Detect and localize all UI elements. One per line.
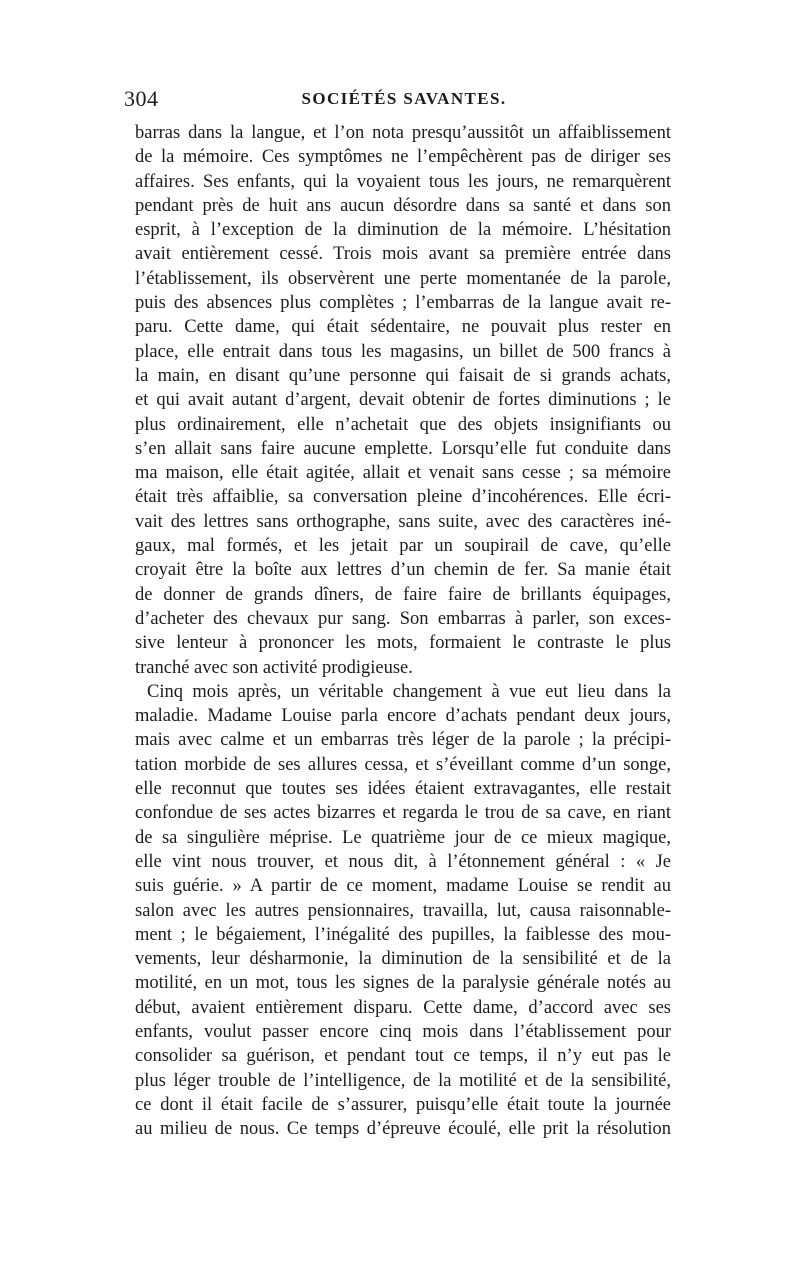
text-line: plus ordinairement, elle n’achetait que des objets insignifiants ou bbox=[135, 414, 671, 435]
text-line: puis des absences plus complètes ; l’embarras de la langue avait re- bbox=[135, 293, 671, 314]
text-line: barras dans la langue, et l’on nota presqu’aussitôt un affaiblissement bbox=[135, 123, 671, 143]
text-line: était très affaiblie, sa conversation pleine d’incohérences. Elle écri- bbox=[135, 487, 671, 508]
text-line: place, elle entrait dans tous les magasins, un billet de 500 francs à bbox=[135, 341, 671, 362]
text-line: s’en allait sans faire aucune emplette. Lorsqu’elle fut conduite dans bbox=[135, 438, 671, 459]
text-line: vait des lettres sans orthographe, sans suite, avec des caractères iné- bbox=[135, 511, 671, 532]
text-line: paru. Cette dame, qui était sédentaire, ne pouvait plus rester en bbox=[135, 317, 671, 338]
page-header bbox=[124, 86, 684, 116]
text-line: de sa singulière méprise. Le quatrième jour de ce mieux magique, bbox=[135, 827, 671, 848]
text-line: mais avec calme et un embarras très léger de la parole ; la précipi- bbox=[135, 730, 671, 751]
text-line: consolider sa guérison, et pendant tout ce temps, il n’y eut pas le bbox=[135, 1046, 671, 1067]
text-line: avait entièrement cessé. Trois mois avant sa première entrée dans bbox=[135, 244, 671, 265]
text-line: motilité, en un mot, tous les signes de la paralysie générale notés au bbox=[135, 973, 671, 994]
paragraph-start-line: Cinq mois après, un véritable changement à vue eut lieu dans la bbox=[147, 681, 671, 702]
text-line: l’établissement, ils observèrent une perte momentanée de la parole, bbox=[135, 268, 671, 289]
text-line: esprit, à l’exception de la diminution de la mémoire. L’hésitation bbox=[135, 220, 671, 241]
text-line: pendant près de huit ans aucun désordre dans sa santé et dans son bbox=[135, 195, 671, 216]
text-line: ment ; le bégaiement, l’inégalité des pupilles, la faiblesse des mou- bbox=[135, 924, 671, 945]
text-line: d’acheter des chevaux pur sang. Son embarras à parler, son exces- bbox=[135, 608, 671, 629]
text-line: suis guérie. » A partir de ce moment, madame Louise se rendit au bbox=[135, 876, 671, 897]
text-line: gaux, mal formés, et les jetait par un soupirail de cave, qu’elle bbox=[135, 536, 671, 557]
page-number: 304 bbox=[124, 86, 159, 111]
text-line: la main, en disant qu’une personne qui faisait de si grands achats, bbox=[135, 365, 671, 386]
text-line: croyait être la boîte aux lettres d’un chemin de fer. Sa manie était bbox=[135, 560, 671, 581]
paragraph-end-line: tranché avec son activité prodigieuse. bbox=[135, 657, 413, 678]
text-line: tation morbide de ses allures cessa, et s’éveillant comme d’un songe, bbox=[135, 754, 671, 775]
text-line: elle reconnut que toutes ses idées étaient extravagantes, elle restait bbox=[135, 779, 671, 800]
text-line: et qui avait autant d’argent, devait obtenir de fortes diminutions ; le bbox=[135, 390, 671, 411]
text-line: confondue de ses actes bizarres et regarda le trou de sa cave, en riant bbox=[135, 803, 671, 824]
text-line: elle vint nous trouver, et nous dit, à l’étonnement général : « Je bbox=[135, 851, 671, 872]
text-line: début, avaient entièrement disparu. Cette dame, d’accord avec ses bbox=[135, 997, 671, 1018]
text-line: de la mémoire. Ces symptômes ne l’empêchèrent pas de diriger ses bbox=[135, 147, 671, 168]
text-line: enfants, voulut passer encore cinq mois dans l’établissement pour bbox=[135, 1021, 671, 1042]
text-line: affaires. Ses enfants, qui la voyaient tous les jours, ne remarquèrent bbox=[135, 171, 671, 192]
text-line: salon avec les autres pensionnaires, travailla, lut, causa raisonnable- bbox=[135, 900, 671, 921]
text-line: au milieu de nous. Ce temps d’épreuve écoulé, elle prit la résolution bbox=[135, 1119, 671, 1140]
running-head: SOCIÉTÉS SAVANTES. bbox=[301, 89, 507, 108]
text-line: vements, leur désharmonie, la diminution de la sensibilité et de la bbox=[135, 949, 671, 970]
text-line: sive lenteur à prononcer les mots, formaient le contraste le plus bbox=[135, 633, 671, 654]
text-line: ma maison, elle était agitée, allait et venait sans cesse ; sa mémoire bbox=[135, 463, 671, 484]
body-text bbox=[135, 121, 671, 1141]
text-line: de donner de grands dîners, de faire faire de brillants équipages, bbox=[135, 584, 671, 605]
text-line: maladie. Madame Louise parla encore d’achats pendant deux jours, bbox=[135, 706, 671, 727]
text-line: ce dont il était facile de s’assurer, puisqu’elle était toute la journée bbox=[135, 1094, 671, 1115]
text-line: plus léger trouble de l’intelligence, de la motilité et de la sensibilité, bbox=[135, 1070, 671, 1091]
